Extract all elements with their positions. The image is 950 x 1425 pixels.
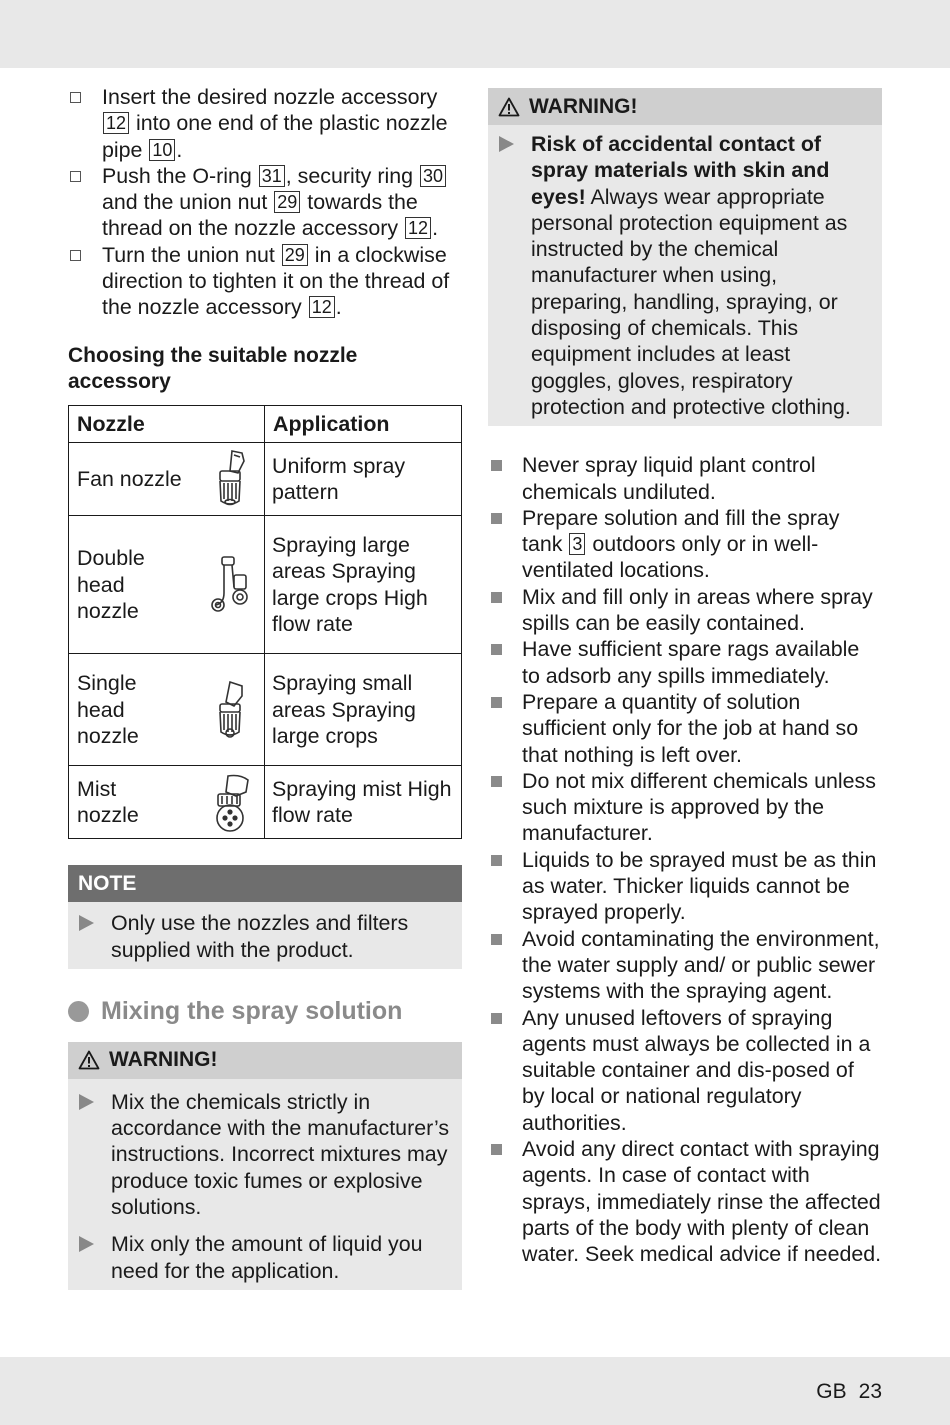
mist-nozzle-icon <box>208 770 252 834</box>
list-item: Prepare solution and fill the spray tank 3 outdoors only or in well-ventilated locations. <box>488 505 882 584</box>
square-bullet-icon <box>491 697 502 708</box>
square-bullet-icon <box>491 776 502 787</box>
single-head-nozzle-icon <box>208 678 252 742</box>
square-bullet-icon <box>491 644 502 655</box>
warning-item: Mix the chemicals strictly in accordance with the manufacturer’s instructions. Incorrect mixtures may produce toxic fumes or explosive solutions. <box>78 1089 452 1220</box>
fan-nozzle-icon <box>208 447 252 511</box>
part-ref: 12 <box>103 112 129 134</box>
part-ref: 3 <box>569 533 585 555</box>
section-title: Mixing the spray solution <box>68 997 462 1026</box>
table-row <box>69 766 462 839</box>
table-header: Nozzle <box>69 406 265 443</box>
square-bullet-icon <box>491 592 502 603</box>
nozzle-table <box>68 405 462 839</box>
step-item: Turn the union nut 29 in a clockwise direction to tighten it on the thread of the nozzle accessory 12 . <box>68 242 462 321</box>
application-cell: Spraying small areas Spraying large crops <box>265 654 462 766</box>
list-item: Have sufficient spare rags available to adsorb any spills immediately. <box>488 636 882 689</box>
warning-item: Risk of accidental contact of spray materials with skin and eyes! Always wear appropriate personal protection equipment as instructed by the chemical manufacturer when using, preparing, handling, spraying, or disposing of chemicals. This equipment includes at least goggles, gloves, respiratory protection and protective clothing. <box>498 131 872 420</box>
checkbox-icon <box>70 92 81 103</box>
part-ref: 31 <box>259 165 285 187</box>
nozzle-name: Single head nozzle <box>77 671 139 748</box>
part-ref: 12 <box>405 217 431 239</box>
table-row <box>69 443 462 516</box>
part-ref: 29 <box>282 244 308 266</box>
square-bullet-icon <box>491 513 502 524</box>
square-bullet-icon <box>491 855 502 866</box>
list-item: Never spray liquid plant control chemicals undiluted. <box>488 452 882 505</box>
checkbox-icon <box>70 171 81 182</box>
triangle-bullet-icon <box>79 1094 94 1110</box>
assembly-steps <box>68 84 462 321</box>
warning-title: WARNING! <box>529 94 638 118</box>
list-item: Prepare a quantity of solution sufficient only for the job at hand so that nothing is left over. <box>488 689 882 768</box>
note-box <box>68 865 462 969</box>
list-item: Do not mix different chemicals unless such mixture is approved by the manufacturer. <box>488 768 882 847</box>
choosing-heading: Choosing the suitable nozzle accessory <box>68 343 358 393</box>
page-footer <box>816 1380 882 1404</box>
warning-icon <box>498 97 520 117</box>
section-dot-icon <box>68 1001 89 1022</box>
square-bullet-icon <box>491 934 502 945</box>
checkbox-icon <box>70 250 81 261</box>
list-item: Liquids to be sprayed must be as thin as water. Thicker liquids cannot be sprayed properly. <box>488 847 882 926</box>
safety-list <box>488 452 882 1267</box>
part-ref: 30 <box>420 165 446 187</box>
square-bullet-icon <box>491 460 502 471</box>
left-column <box>68 84 462 1290</box>
application-cell: Uniform spray pattern <box>265 443 462 516</box>
application-cell: Spraying mist High flow rate <box>265 766 462 839</box>
part-ref: 12 <box>309 296 335 318</box>
warning-title: WARNING! <box>109 1048 218 1072</box>
step-item: Insert the desired nozzle accessory 12 into one end of the plastic nozzle pipe 10 . <box>68 84 462 163</box>
footer-band <box>0 1357 950 1425</box>
part-ref: 10 <box>149 139 175 161</box>
list-item: Avoid any direct contact with spraying agents. In case of contact with sprays, immediately rinse the affected parts of the body with plenty of clean water. Seek medical advice if needed. <box>488 1136 882 1267</box>
triangle-bullet-icon <box>79 915 94 931</box>
list-item: Avoid contaminating the environment, the water supply and/ or public sewer systems with the spraying agent. <box>488 926 882 1005</box>
nozzle-name: Mist nozzle <box>77 776 139 828</box>
triangle-bullet-icon <box>499 136 514 152</box>
application-cell: Spraying large areas Spraying large crops High flow rate <box>265 516 462 654</box>
list-item: Mix and fill only in areas where spray spills can be easily contained. <box>488 584 882 637</box>
step-item: Push the O-ring 31 , security ring 30 and the union nut 29 towards the thread on the nozzle accessory 12 . <box>68 163 462 242</box>
warning-icon <box>78 1050 100 1070</box>
table-row <box>69 516 462 654</box>
note-item: Only use the nozzles and filters supplied with the product. <box>78 910 452 963</box>
warning-item: Mix only the amount of liquid you need for the application. <box>78 1231 452 1284</box>
warning-lead: Risk of accidental contact of spray materials with skin and eyes! <box>531 132 830 209</box>
triangle-bullet-icon <box>79 1236 94 1252</box>
table-row <box>69 654 462 766</box>
list-item: Any unused leftovers of spraying agents must always be collected in a suitable container and dis-posed of by local or national regulatory authorities. <box>488 1005 882 1136</box>
double-head-nozzle-icon <box>208 553 252 617</box>
note-title: NOTE <box>68 865 462 902</box>
nozzle-name: Double head nozzle <box>77 546 145 623</box>
square-bullet-icon <box>491 1144 502 1155</box>
nozzle-name: Fan nozzle <box>77 467 182 492</box>
contact-warning-box <box>488 88 882 426</box>
square-bullet-icon <box>491 1013 502 1024</box>
right-column <box>488 88 882 1267</box>
part-ref: 29 <box>274 191 300 213</box>
header-band <box>0 0 950 68</box>
page-number: 23 <box>858 1380 882 1403</box>
mixing-warning-box <box>68 1042 462 1290</box>
table-header: Application <box>265 406 462 443</box>
language-code: GB <box>816 1380 847 1403</box>
